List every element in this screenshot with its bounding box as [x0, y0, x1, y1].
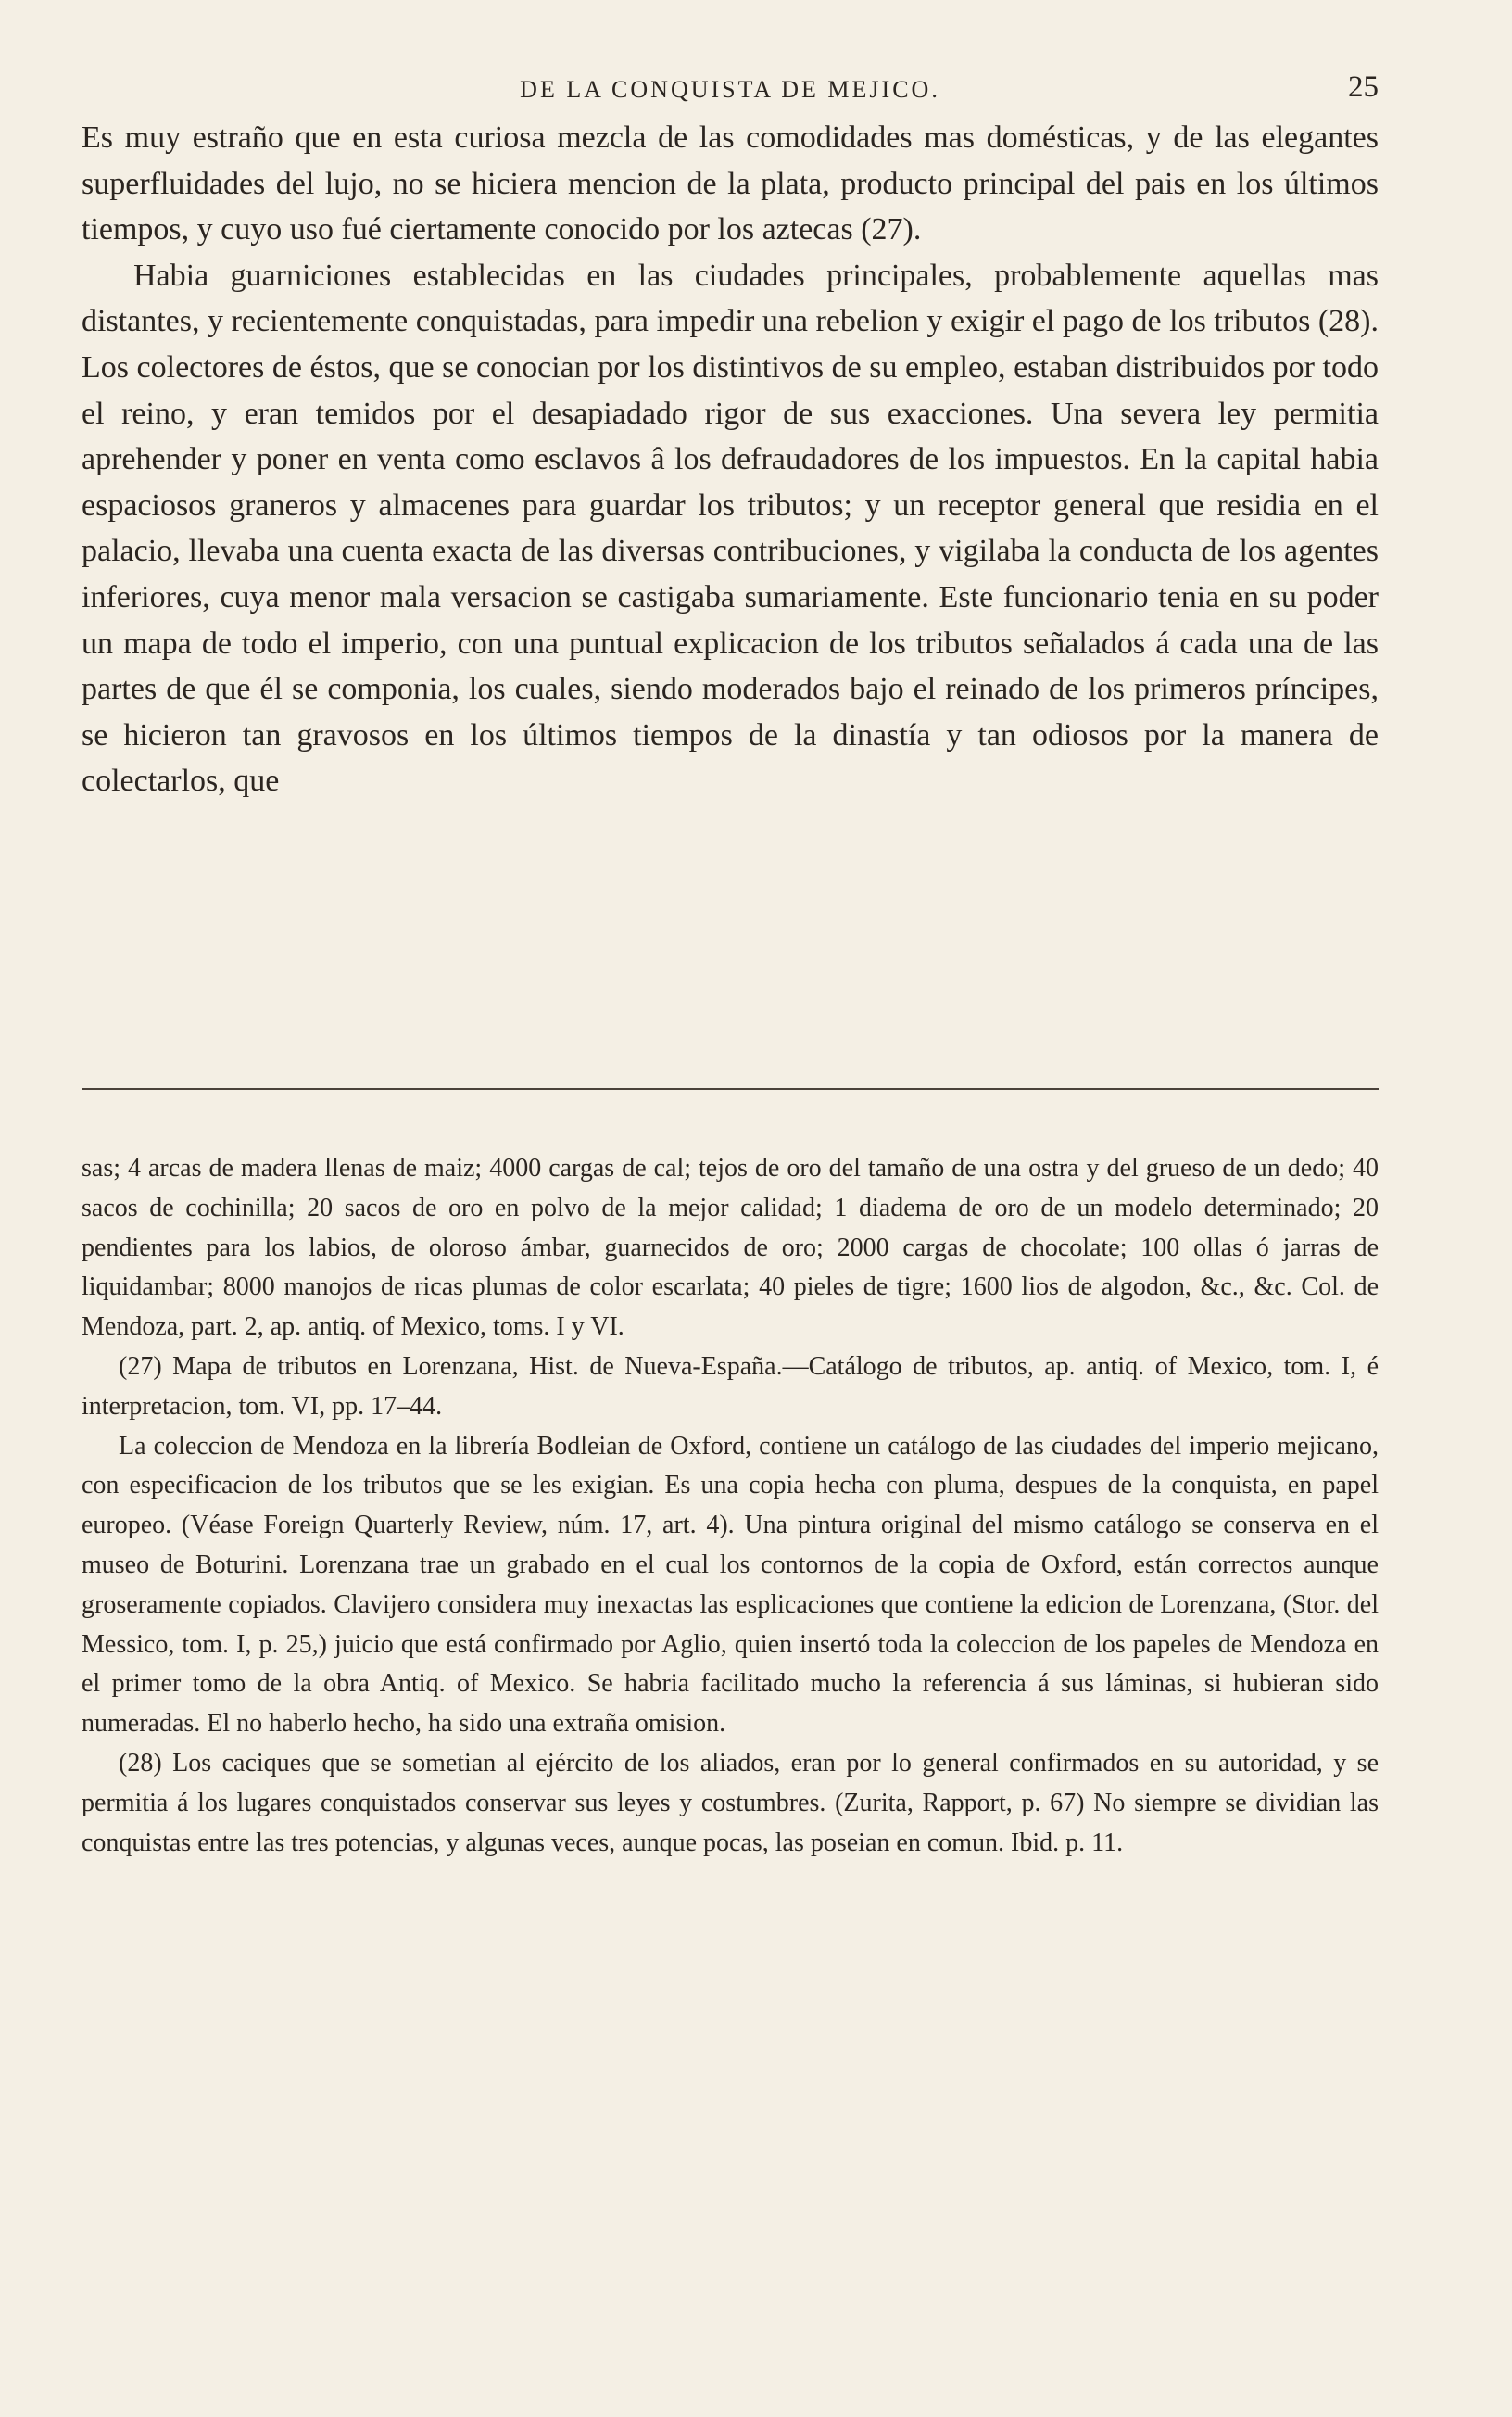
footnote-continuation: sas; 4 arcas de madera llenas de maiz; 4000 cargas de cal; tejos de oro del tamaño de una ostra y del grueso de un dedo; 40 sacos de cochinilla; 20 sacos de oro en polvo de la mejor calidad; 1 diadema de oro de un modelo determinado; 20 pendientes para los labios, de oloroso ámbar, guarnecidos de oro; 2000 cargas de chocolate; 100 ollas ó jarras de liquidambar; 8000 manojos de ricas plumas de color escarlata; 40 pieles de tigre; 1600 lios de algodon, &c., &c. Col. de Mendoza, part. 2, ap. antiq. of Mexico, toms. I y VI.	[82, 1154, 1379, 1342]
main-text	[82, 115, 1379, 804]
footnote-28: (28) Los caciques que se sometian al ejército de los aliados, eran por lo general confirmados en su autoridad, y se permitia á los lugares conquistados conservar sus leyes y costumbres. (Zurita, Rapport, p. 67) No siempre se dividian las conquistas entre las tres potencias, y algunas veces, aunque pocas, las poseian en comun. Ibid. p. 11.	[82, 1748, 1379, 1857]
footnote-27: (27) Mapa de tributos en Lorenzana, Hist. de Nueva-España.—Catálogo de tributos, ap. antiq. of Mexico, tom. I, é interpretacion, tom. VI, pp. 17–44.	[82, 1351, 1379, 1421]
running-title: DE LA CONQUISTA DE MEJICO.	[520, 76, 940, 103]
main-paragraph-1: Es muy estraño que en esta curiosa mezcla de las comodidades mas domésticas, y de las elegantes superfluidades del lujo, no se hiciera mencion de la plata, producto principal del pais en los últimos tiempos, y cuyo uso fué ciertamente conocido por los aztecas (27).	[82, 120, 1379, 247]
page-number: 25	[1348, 70, 1379, 104]
footnotes	[82, 1149, 1379, 1863]
footnote-27-continued: La coleccion de Mendoza en la librería Bodleian de Oxford, contiene un catálogo de las ciudades del imperio mejicano, con especificacion de los tributos que se les exigian. Es una copia hecha con pluma, despues de la conquista, en papel europeo. (Véase Foreign Quarterly Review, núm. 17, art. 4). Una pintura original del mismo catálogo se conserva en el museo de Boturini. Lorenzana trae un grabado en el cual los contornos de la copia de Oxford, están correctos aunque groseramente copiados. Clavijero considera muy inexactas las esplicaciones que contiene la edicion de Lorenzana, (Stor. del Messico, tom. I, p. 25,) juicio que está confirmado por Aglio, quien insertó toda la coleccion de los papeles de Mendoza en el primer tomo de la obra Antiq. of Mexico. Se habria facilitado mucho la referencia á sus láminas, si hubieran sido numeradas. El no haberlo hecho, ha sido una extraña omision.	[82, 1431, 1379, 1739]
running-head	[82, 70, 1379, 111]
main-paragraph-2: Habia guarniciones establecidas en las ciudades principales, probablemente aquellas mas distantes, y recientemente conquistadas, para impedir una rebelion y exigir el pago de los tributos (28). Los colectores de éstos, que se conocian por los distintivos de su empleo, estaban distribuidos por todo el reino, y eran temidos por el desapiadado rigor de sus exacciones. Una severa ley permitia aprehender y poner en venta como esclavos â los defraudadores de los impuestos. En la capital habia espaciosos graneros y almacenes para guardar los tributos; y un receptor general que residia en el palacio, llevaba una cuenta exacta de las diversas contribuciones, y vigilaba la conducta de los agentes inferiores, cuya menor mala versacion se castigaba sumariamente. Este funcionario tenia en su poder un mapa de todo el imperio, con una puntual explicacion de los tributos señalados á cada una de las partes de que él se componia, los cuales, siendo moderados bajo el reinado de los primeros príncipes, se hicieron tan gravosos en los últimos tiempos de la dinastía y tan odiosos por la manera de colectarlos, que	[82, 258, 1379, 799]
footnote-divider	[82, 1088, 1379, 1090]
